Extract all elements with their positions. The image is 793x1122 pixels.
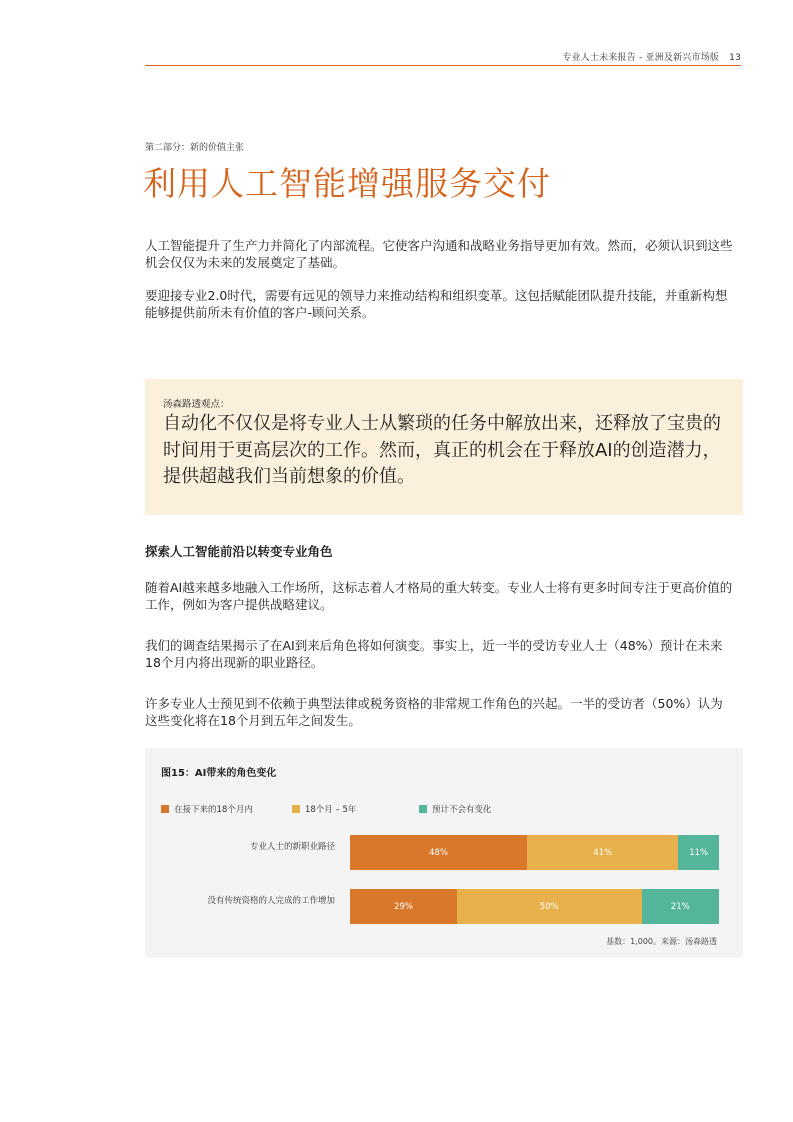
bar-value-label: 11% [689, 847, 709, 858]
body-paragraph-2: 我们的调查结果揭示了在AI到来后角色将如何演变。事实上，近一半的受访专业人士（48%）预计在未来18个月内将出现新的职业路径。 [145, 638, 723, 670]
bar-segment-row1-series3 [678, 835, 719, 870]
body-paragraph-3: 许多专业人士预见到不依赖于典型法律或税务资格的非常规工作角色的兴起。一半的受访者（50%）认为这些变化将在18个月到五年之间发生。 [145, 696, 723, 728]
category-label-1: 专业人士的新职业路径 [249, 842, 335, 852]
bar-row-2 [350, 889, 719, 924]
intro-paragraph-1: 人工智能提升了生产力并简化了内部流程。它使客户沟通和战略业务指导更加有效。然而，必须认识到这些机会仅仅为未来的发展奠定了基础。 [145, 238, 733, 270]
figure-15-chart [145, 748, 743, 958]
bar-segment-row1-series2 [527, 835, 678, 870]
callout-label: 汤森路透观点： [163, 399, 230, 410]
legend-swatch-3 [419, 805, 427, 813]
callout-quote: 自动化不仅仅是将专业人士从繁琐的任务中解放出来，还释放了宝贵的时间用于更高层次的工作。然而，真正的机会在于释放AI的创造潜力，提供超越我们当前想象的价值。 [163, 413, 721, 487]
category-label-2: 没有传统资格的人完成的工作增加 [207, 896, 335, 906]
bar-value-label: 29% [394, 901, 413, 912]
body-paragraph-1: 随着AI越来越多地融入工作场所，这标志着人才格局的重大转变。专业人士将有更多时间专注于更高价值的工作，例如为客户提供战略建议。 [145, 580, 733, 612]
section-label: 第二部分：新的价值主张 [145, 143, 245, 153]
bar-row-1 [350, 835, 719, 870]
chart-footnote: 基数：1,000。来源：汤森路透 [606, 937, 717, 946]
legend-item-2 [292, 803, 356, 815]
page-number: 13 [729, 53, 741, 63]
legend-label-2: 18个月 – 5年 [305, 805, 357, 815]
bar-segment-row1-series1 [350, 835, 527, 870]
legend-item-3 [419, 803, 492, 815]
chart-title: 图15：AI带来的角色变化 [161, 768, 277, 779]
bar-segment-row2-series2 [457, 889, 642, 924]
running-header [562, 50, 741, 63]
bar-value-label: 48% [429, 847, 448, 858]
legend-swatch-2 [292, 805, 300, 813]
bar-value-label: 50% [539, 901, 559, 912]
section-subheading: 探索人工智能前沿以转变专业角色 [145, 544, 333, 559]
legend-label-3: 预计不会有变化 [432, 805, 492, 815]
bar-value-label: 41% [593, 847, 613, 858]
running-title: 专业人士未来报告 - 亚洲及新兴市场版 [562, 53, 720, 63]
callout-box [145, 379, 743, 515]
page-title: 利用人工智能增强服务交付 [143, 164, 551, 203]
bar-segment-row2-series3 [642, 889, 719, 924]
bar-value-label: 21% [670, 901, 690, 912]
legend-swatch-1 [161, 805, 169, 813]
bar-segment-row2-series1 [350, 889, 457, 924]
intro-paragraph-2: 要迎接专业2.0时代，需要有远见的领导力来推动结构和组织变革。这包括赋能团队提升技能，并重新构想能够提供前所未有价值的客户-顾问关系。 [145, 288, 728, 320]
header-divider [145, 65, 741, 66]
legend-item-1 [161, 803, 253, 815]
legend-label-1: 在接下来的18个月内 [174, 805, 253, 815]
